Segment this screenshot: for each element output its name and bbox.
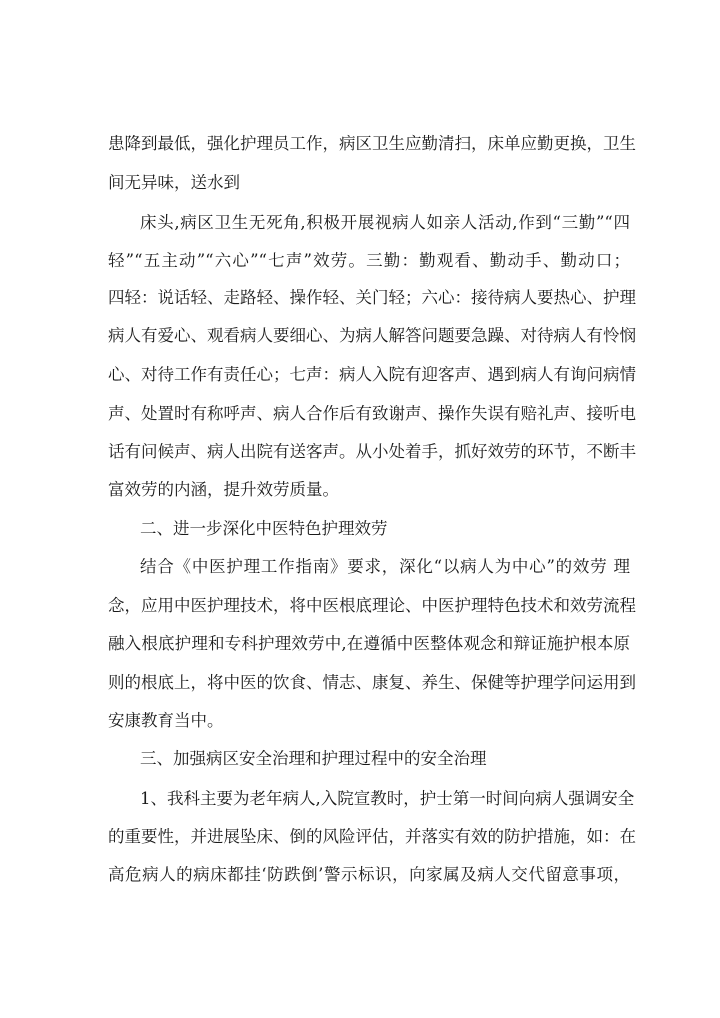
paragraph-line: 患降到最低，强化护理员工作，病区卫生应勤清扫，床单应勤更换，卫生 [108,134,636,153]
paragraph-line: 床头,病区卫生无死角,积极开展视病人如亲人活动,作到“三勤”“四 [140,213,630,232]
paragraph-line: 高危病人的病床都挂‘防跌倒’警示标识，向家属及病人交代留意事项， [108,865,630,884]
paragraph-line: 话有问候声、病人出院有送客声。从小处着手，抓好效劳的环节，不断丰 [108,442,636,461]
paragraph-line: 念，应用中医护理技术，将中医根底理论、中医护理特色技术和效劳流程 [108,596,636,615]
paragraph-line: 融入根底护理和专科护理效劳中,在遵循中医整体观念和辩证施护根本原 [108,634,630,653]
paragraph-line: 声、处置时有称呼声、病人合作后有致谢声、操作失误有赔礼声、接听电 [108,404,636,423]
paragraph-line: 则的根底上，将中医的饮食、情志、康复、养生、保健等护理学问运用到 [108,673,636,692]
paragraph-line: 1、我科主要为老年病人,入院宣教时，护士第一时间向病人强调安全 [140,789,635,808]
paragraph-line: 结合《中医护理工作指南》要求，深化“以病人为中心”的效劳 理 [140,557,630,576]
paragraph-line: 安康教育当中。 [108,711,224,730]
paragraph-line: 病人有爱心、观看病人要细心、为病人解答问题要急躁、对待病人有怜悯 [108,326,636,345]
paragraph-line: 轻”“五主动”“六心”“七声”效劳。三勤：勤观看、勤动手、勤动口； [108,251,630,270]
paragraph-line: 富效劳的内涵，提升效劳质量。 [108,480,339,499]
paragraph-line: 四轻：说话轻、走路轻、操作轻、关门轻；六心：接待病人要热心、护理 [108,288,636,307]
paragraph-line: 心、对待工作有责任心；七声：病人入院有迎客声、遇到病人有询问病情 [108,365,636,384]
section-heading: 三、加强病区安全治理和护理过程中的安全治理 [140,749,487,768]
paragraph-line: 间无异味，送水到 [108,173,240,192]
paragraph-line: 的重要性，并进展坠床、倒的风险评估，并落实有效的防护措施，如：在 [108,827,636,846]
section-heading: 二、进一步深化中医特色护理效劳 [140,519,388,538]
